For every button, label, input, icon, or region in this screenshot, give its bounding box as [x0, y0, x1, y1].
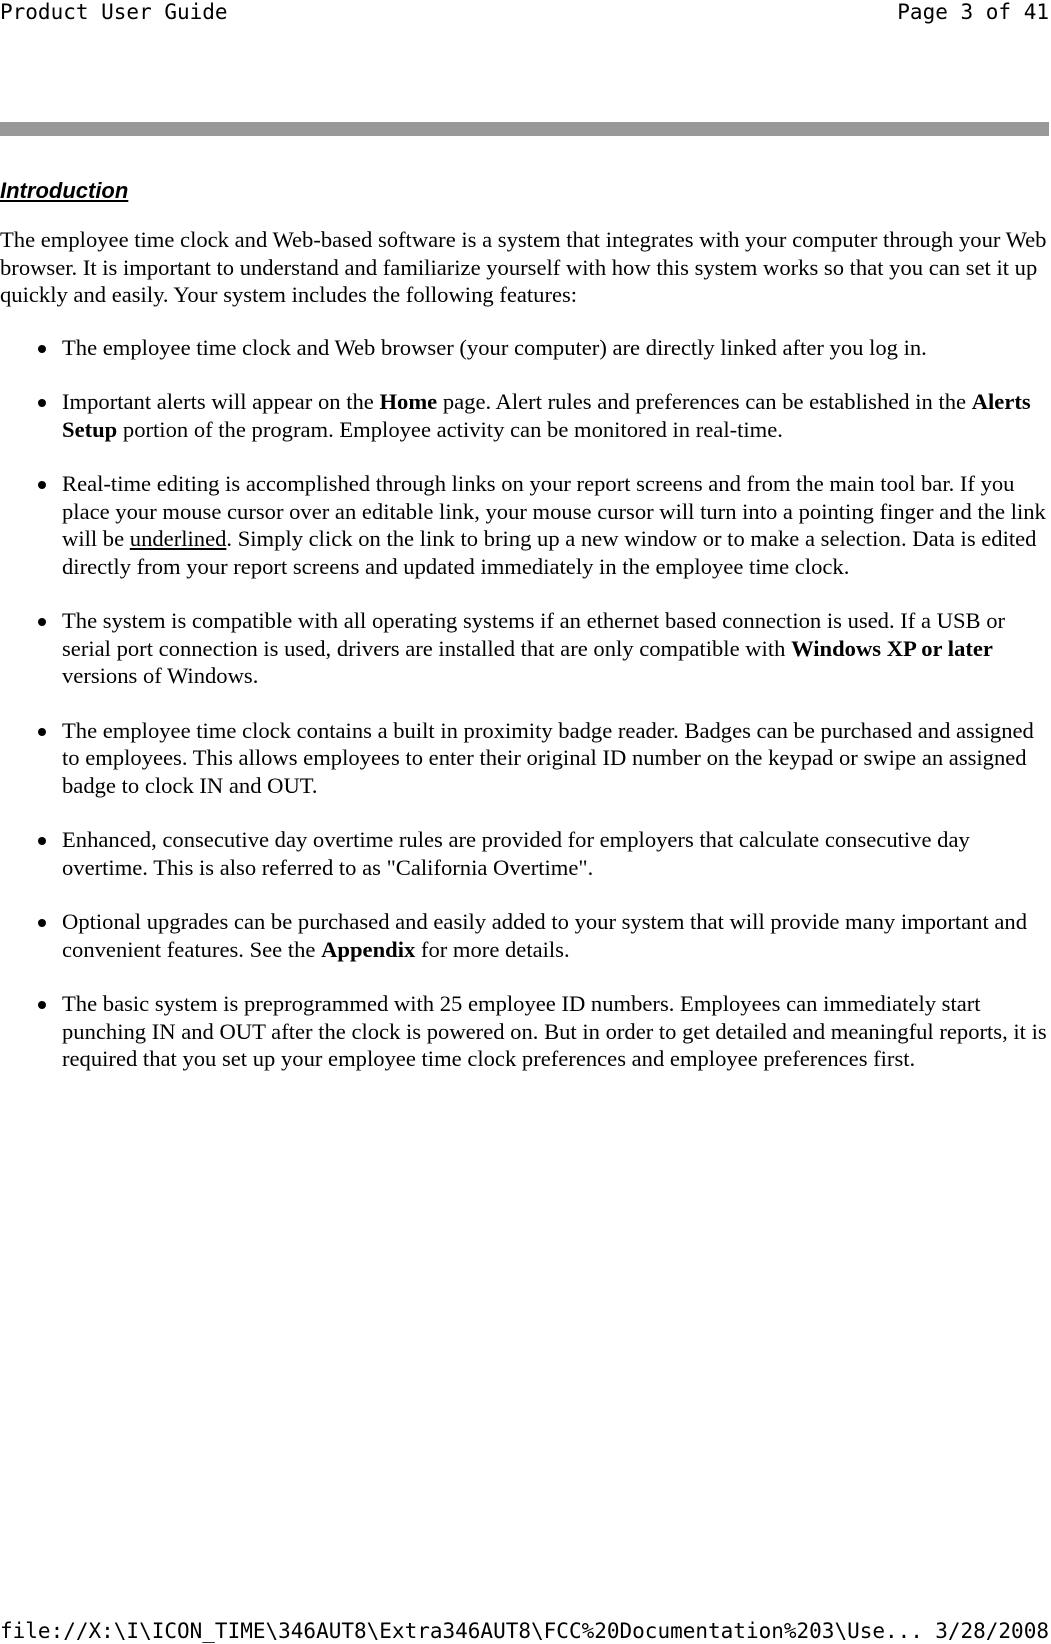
document-title: Product User Guide — [0, 0, 228, 24]
bullet-icon — [38, 481, 46, 489]
appendix-term: Appendix — [321, 936, 416, 962]
feature-text: portion of the program. Employee activity can be monitored in real-time. — [117, 416, 783, 442]
feature-text: Optional upgrades can be purchased and easily added to your system that will provide many important and convenient features. See the — [62, 909, 1028, 962]
bullet-icon — [38, 837, 46, 845]
feature-text: Enhanced, consecutive day overtime rules are provided for employers that calculate consecutive day overtime. This is also referred to as "California Overtime". — [62, 827, 970, 880]
windows-version-term: Windows XP or later — [791, 635, 993, 661]
bullet-icon — [38, 1001, 46, 1009]
print-header — [0, 0, 1049, 24]
feature-text: . Simply click on the link to bring up a new window or to make a selection. Data is edited directly from your report screens and updated immediately in the employee time clock. — [62, 526, 1037, 579]
feature-item — [0, 908, 1049, 963]
bullet-icon — [38, 919, 46, 927]
print-footer — [0, 1619, 1049, 1643]
feature-text: The system is compatible with all operating systems if an ethernet based connection is used. If a USB or serial port connection is used, drivers are installed that are only compatible with — [62, 608, 1006, 661]
feature-text: for more details. — [415, 936, 570, 962]
banner-rule — [0, 122, 1049, 136]
feature-item — [0, 607, 1049, 690]
home-page-term: Home — [379, 389, 438, 414]
bullet-icon — [38, 618, 46, 626]
section-title: Introduction — [0, 178, 129, 203]
feature-list — [0, 334, 1049, 1073]
feature-item — [0, 717, 1049, 800]
feature-text: The employee time clock and Web browser (your computer) are directly linked after you log in. — [62, 334, 927, 360]
feature-text: The employee time clock contains a built in proximity badge reader. Badges can be purchased and assigned to employees. This allows employees to enter their original ID number on the keypad or swipe an assigned badge to clock IN and OUT. — [62, 717, 1034, 798]
bullet-icon — [38, 399, 46, 407]
underlined-example: underlined — [129, 526, 227, 551]
feature-item — [0, 470, 1049, 580]
intro-paragraph: The employee time clock and Web-based software is a system that integrates with your computer through your Web browser. It is important to understand and familiarize yourself with how this system works so that you can set it up quickly and easily. Your system includes the following features: — [0, 227, 1047, 307]
content-area — [0, 176, 1049, 1100]
feature-item — [0, 826, 1049, 881]
feature-text: The basic system is preprogrammed with 25 employee ID numbers. Employees can immediately start punching IN and OUT after the clock is powered on. But in order to get detailed and meaningful reports, it is required that you set up your employee time clock preferences and employee preferences first. — [62, 991, 1047, 1071]
alerts-setup-term: Alerts Setup — [62, 389, 1031, 442]
feature-item — [0, 334, 1049, 362]
feature-text: Important alerts will appear on the — [62, 389, 380, 414]
print-date: 3/28/2008 — [935, 1619, 1049, 1643]
bullet-icon — [38, 345, 46, 353]
page-indicator: Page 3 of 41 — [897, 0, 1049, 24]
bullet-icon — [38, 728, 46, 736]
file-path: file://X:\I\ICON_TIME\346AUT8\Extra346AUT8\FCC%20Documentation%203\Use... — [0, 1619, 923, 1643]
feature-text: versions of Windows. — [62, 663, 259, 688]
feature-item — [0, 990, 1049, 1073]
feature-text: page. Alert rules and preferences can be established in the — [437, 389, 972, 414]
feature-text: Real-time editing is accomplished through links on your report screens and from the main tool bar. If you place your mouse cursor over an editable link, your mouse cursor will turn into a pointing finger and the link will be — [62, 471, 1046, 551]
feature-item — [0, 388, 1049, 443]
